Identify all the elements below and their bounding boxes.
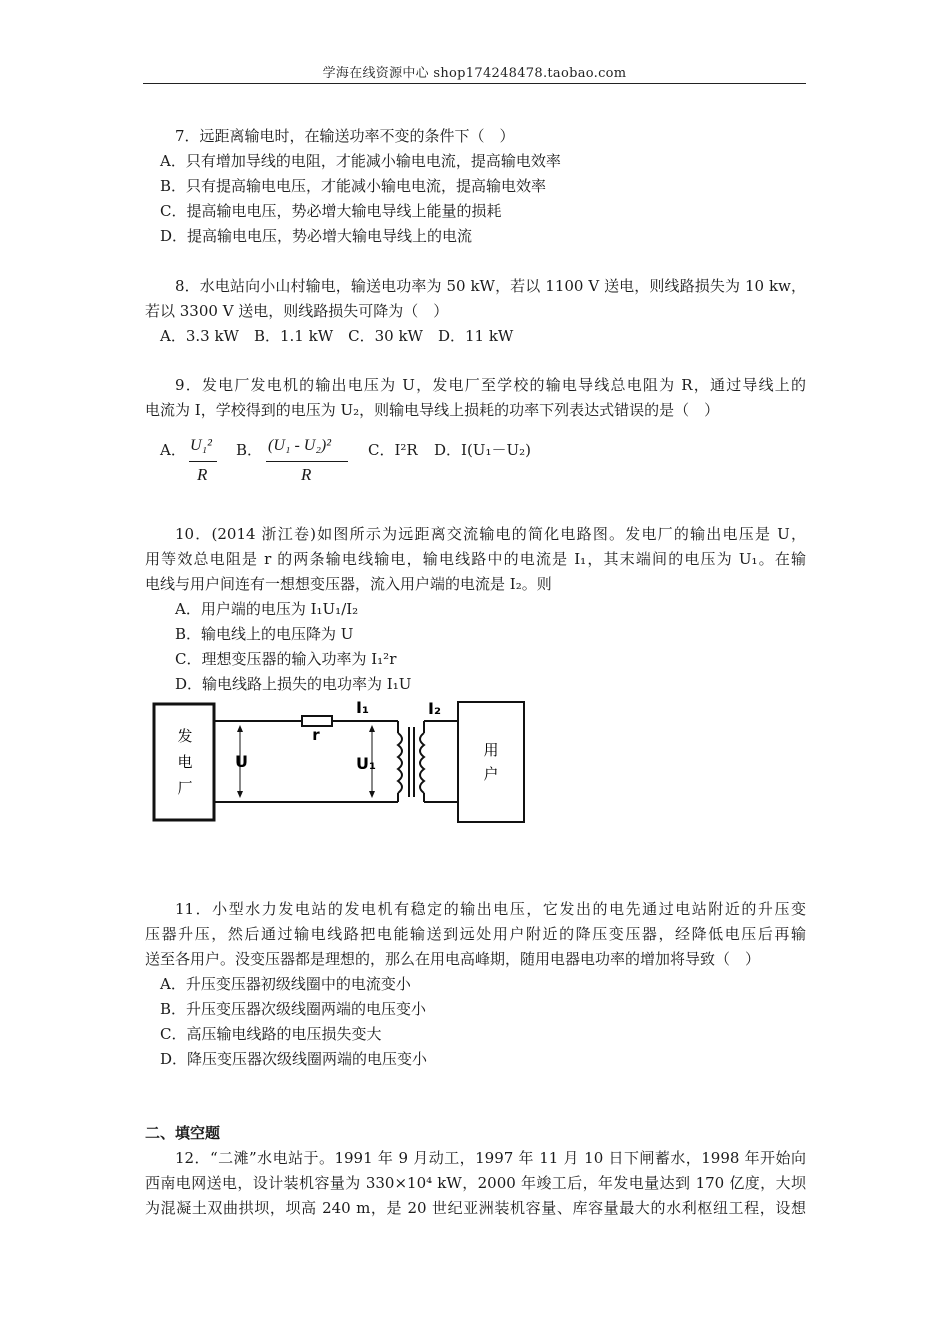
u1-arrow-head-top bbox=[369, 725, 375, 732]
q8-line-2: 若以 3300 V 送电，则线路损失可降为（ ） bbox=[145, 302, 449, 320]
section-2-title: 二、填空题 bbox=[145, 1124, 221, 1142]
u-arrow-head-top bbox=[237, 725, 243, 732]
plant-label-3: 厂 bbox=[177, 779, 193, 797]
primary-coil bbox=[398, 733, 402, 793]
q9-option-b-label: B． bbox=[236, 441, 263, 459]
q12-line-3: 为混凝土双曲拱坝，坝高 240 m，是 20 世纪亚洲装机容量、库容量最大的水利枢纽工程，设想 bbox=[145, 1199, 806, 1217]
q11-option-d: D．降压变压器次级线圈两端的电压变小 bbox=[160, 1050, 428, 1068]
q11-option-a: A．升压变压器初级线圈中的电流变小 bbox=[160, 975, 411, 993]
label-u: U bbox=[235, 752, 248, 771]
q10-option-b: B．输电线上的电压降为 U bbox=[175, 625, 354, 643]
q10-option-a: A．用户端的电压为 I₁U₁/I₂ bbox=[175, 600, 359, 618]
q9-option-b-fraction-bar bbox=[266, 461, 348, 462]
q11-option-b: B．升压变压器次级线圈两端的电压变小 bbox=[160, 1000, 427, 1018]
q12-line-2: 西南电网送电，设计装机容量为 330×10⁴ kW，2000 年竣工后，年发电量达到 170 亿度，大坝 bbox=[145, 1174, 806, 1192]
user-label-1: 用 bbox=[483, 741, 499, 759]
q10-line-2: 用等效总电阻是 r 的两条输电线输电，输电线路中的电流是 I₁，其末端间的电压为 U₁。在输 bbox=[145, 550, 806, 568]
user-label-2: 户 bbox=[483, 765, 499, 783]
q7-option-d: D．提高输电电压，势必增大输电导线上的电流 bbox=[160, 227, 473, 245]
secondary-coil bbox=[420, 733, 424, 793]
q7-stem: 7．远距离输电时，在输送功率不变的条件下（ ） bbox=[175, 127, 515, 145]
q7-option-b: B．只有提高输电电压，才能减小输电电流，提高输电效率 bbox=[160, 177, 547, 195]
q9-option-b-numerator: (U₁ - U₂)² bbox=[268, 437, 332, 454]
plant-label-1: 发 bbox=[177, 727, 193, 745]
q10-line-1: 10．(2014 浙江卷)如图所示为远距离交流输电的简化电路图。发电厂的输出电压是 U， bbox=[175, 525, 806, 543]
page-header: 学海在线资源中心 shop174248478.taobao.com bbox=[322, 66, 627, 81]
q12-line-1: 12．“二滩”水电站于。1991 年 9 月动工，1997 年 11 月 10 日下闸蓄水，1998 年开始向 bbox=[175, 1149, 806, 1167]
label-i1: I₁ bbox=[356, 698, 369, 717]
q9-option-a-fraction-bar bbox=[189, 461, 217, 462]
label-i2: I₂ bbox=[428, 699, 441, 718]
q11-line-1: 11．小型水力发电站的发电机有稳定的输出电压，它发出的电先通过电站附近的升压变 bbox=[175, 900, 806, 918]
q9-option-a-label: A． bbox=[160, 441, 186, 459]
user-box bbox=[458, 702, 524, 822]
q10-option-c: C．理想变压器的输入功率为 I₁²r bbox=[175, 650, 397, 668]
q8-line-1: 8．水电站向小山村输电，输送电功率为 50 kW，若以 1100 V 送电，则线路损失为 10 kw， bbox=[175, 277, 806, 295]
u1-arrow-head-bottom bbox=[369, 791, 375, 798]
plant-label-2: 电 bbox=[177, 753, 193, 771]
q8-options: A．3.3 kW B．1.1 kW C．30 kW D．11 kW bbox=[160, 327, 514, 345]
q11-line-3: 送至各用户。没变压器都是理想的，那么在用电高峰期，随用电器电功率的增加将导致（ ） bbox=[145, 950, 761, 968]
resistor-r bbox=[302, 716, 332, 726]
q9-option-c: C．I²R bbox=[368, 441, 418, 459]
q9-option-a-numerator: U₁² bbox=[190, 437, 212, 454]
q9-line-1: 9．发电厂发电机的输出电压为 U，发电厂至学校的输电导线总电阻为 R，通过导线上的 bbox=[175, 376, 806, 394]
q9-option-a-denominator: R bbox=[197, 465, 208, 484]
q11-line-2: 压器升压，然后通过输电线路把电能输送到远处用户附近的降压变压器，经降低电压后再输 bbox=[145, 925, 806, 943]
q11-option-c: C．高压输电线路的电压损失变大 bbox=[160, 1025, 382, 1043]
q10-line-3: 电线与用户间连有一想想变压器，流入用户端的电流是 I₂。则 bbox=[145, 575, 552, 593]
circuit-diagram bbox=[150, 697, 530, 827]
u-arrow-head-bottom bbox=[237, 791, 243, 798]
q7-option-a: A．只有增加导线的电阻，才能减小输电电流，提高输电效率 bbox=[160, 152, 561, 170]
label-u1: U₁ bbox=[356, 754, 376, 773]
q9-option-b-denominator: R bbox=[301, 465, 312, 484]
q9-line-2: 电流为 I，学校得到的电压为 U₂，则输电导线上损耗的功率下列表达式错误的是（ ） bbox=[145, 401, 720, 419]
q9-option-d: D．I(U₁－U₂) bbox=[434, 441, 531, 459]
label-r: r bbox=[312, 726, 320, 744]
q10-option-d: D．输电线路上损失的电功率为 I₁U bbox=[175, 675, 412, 693]
q7-option-c: C．提高输电电压，势必增大输电导线上能量的损耗 bbox=[160, 202, 502, 220]
header-rule bbox=[143, 83, 806, 84]
